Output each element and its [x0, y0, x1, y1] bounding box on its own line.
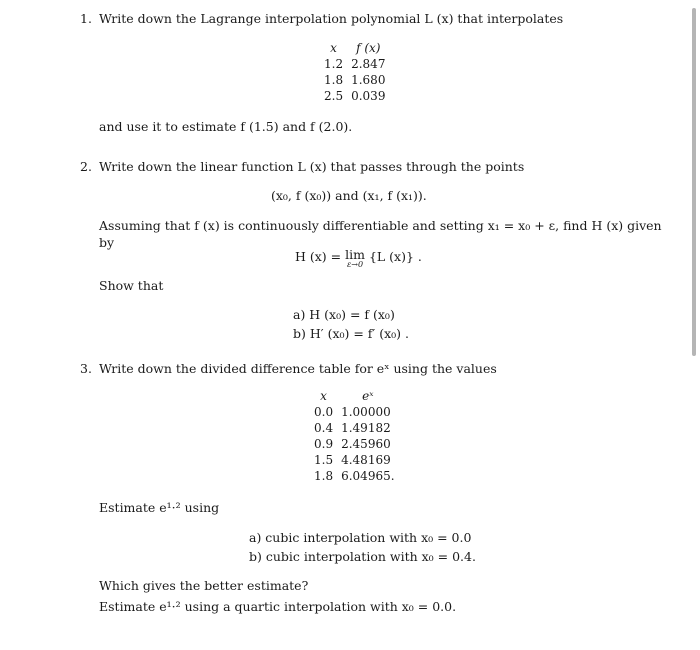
table-row — [320, 72, 389, 88]
table-cell: 0.9 — [314, 437, 334, 451]
problem-3-which: Which gives the better estimate? — [99, 578, 309, 593]
table-cell: 1.49182 — [341, 421, 391, 435]
problem-1-text: Write down the Lagrange interpolation polynomial L (x) that interpolates — [99, 11, 564, 26]
table-row — [310, 452, 399, 468]
problem-2-item-a: a) H (x₀) = f (x₀) — [293, 307, 395, 322]
problem-1-after-text: and use it to estimate f (1.5) and f (2.0). — [99, 119, 353, 134]
table-cell: 6.04965. — [341, 469, 395, 483]
table-header-x: x — [330, 41, 337, 55]
formula-right: {L (x)} . — [364, 249, 422, 264]
problem-1-number: 1. — [80, 11, 92, 26]
table-header-ex: eˣ — [362, 389, 374, 403]
problem-2-assumption-line-2: by — [99, 235, 115, 250]
table-row — [320, 56, 389, 72]
table-cell: 0.4 — [314, 421, 334, 435]
table-row — [310, 436, 399, 452]
table-row — [310, 404, 399, 420]
problem-2-item-b: b) H′ (x₀) = f′ (x₀) . — [293, 326, 409, 341]
limit-subscript: ε→0 — [346, 260, 364, 269]
problem-3-table — [310, 388, 399, 484]
table-cell: 1.5 — [314, 453, 334, 467]
table-cell: 2.847 — [351, 57, 386, 71]
table-cell: 0.0 — [314, 405, 334, 419]
problem-2-assumption-line-1: Assuming that f (x) is continuously differentiable and setting x₁ = x₀ + ε, find H (x) given — [99, 218, 662, 233]
table-cell: 1.680 — [351, 73, 386, 87]
problem-3-item-b: b) cubic interpolation with x₀ = 0.4. — [249, 549, 476, 564]
limit-word: lim — [345, 247, 365, 262]
problem-3-item-a: a) cubic interpolation with x₀ = 0.0 — [249, 530, 472, 545]
table-cell: 1.00000 — [341, 405, 391, 419]
problem-2-text: Write down the linear function L (x) that passes through the points — [99, 159, 525, 174]
problem-2-formula — [295, 249, 422, 269]
table-header-row — [320, 40, 389, 56]
table-row — [310, 468, 399, 484]
problem-3-estimate: Estimate e¹·² using — [99, 500, 220, 515]
table-cell: 0.039 — [351, 89, 386, 103]
table-header-x: x — [320, 389, 327, 403]
table-cell: 2.45960 — [341, 437, 391, 451]
problem-3-quartic: Estimate e¹·² using a quartic interpolation with x₀ = 0.0. — [99, 599, 457, 614]
table-cell: 2.5 — [324, 89, 344, 103]
problem-3-text: Write down the divided difference table for eˣ using the values — [99, 361, 497, 376]
formula-left: H (x) = — [295, 249, 346, 264]
vertical-scrollbar[interactable] — [692, 8, 696, 356]
table-header-row — [310, 388, 399, 404]
table-cell: 1.8 — [324, 73, 344, 87]
table-row — [310, 420, 399, 436]
table-cell: 1.2 — [324, 57, 344, 71]
table-header-fx: f (x) — [356, 41, 381, 55]
problem-2-points: (x₀, f (x₀)) and (x₁, f (x₁)). — [271, 188, 427, 203]
limit-operator — [345, 249, 365, 269]
table-row — [320, 88, 389, 104]
problem-3-number: 3. — [80, 361, 92, 376]
problem-2-number: 2. — [80, 159, 92, 174]
problem-2-show-that: Show that — [99, 278, 164, 293]
problem-1-table — [320, 40, 389, 104]
table-cell: 4.48169 — [341, 453, 391, 467]
table-cell: 1.8 — [314, 469, 334, 483]
